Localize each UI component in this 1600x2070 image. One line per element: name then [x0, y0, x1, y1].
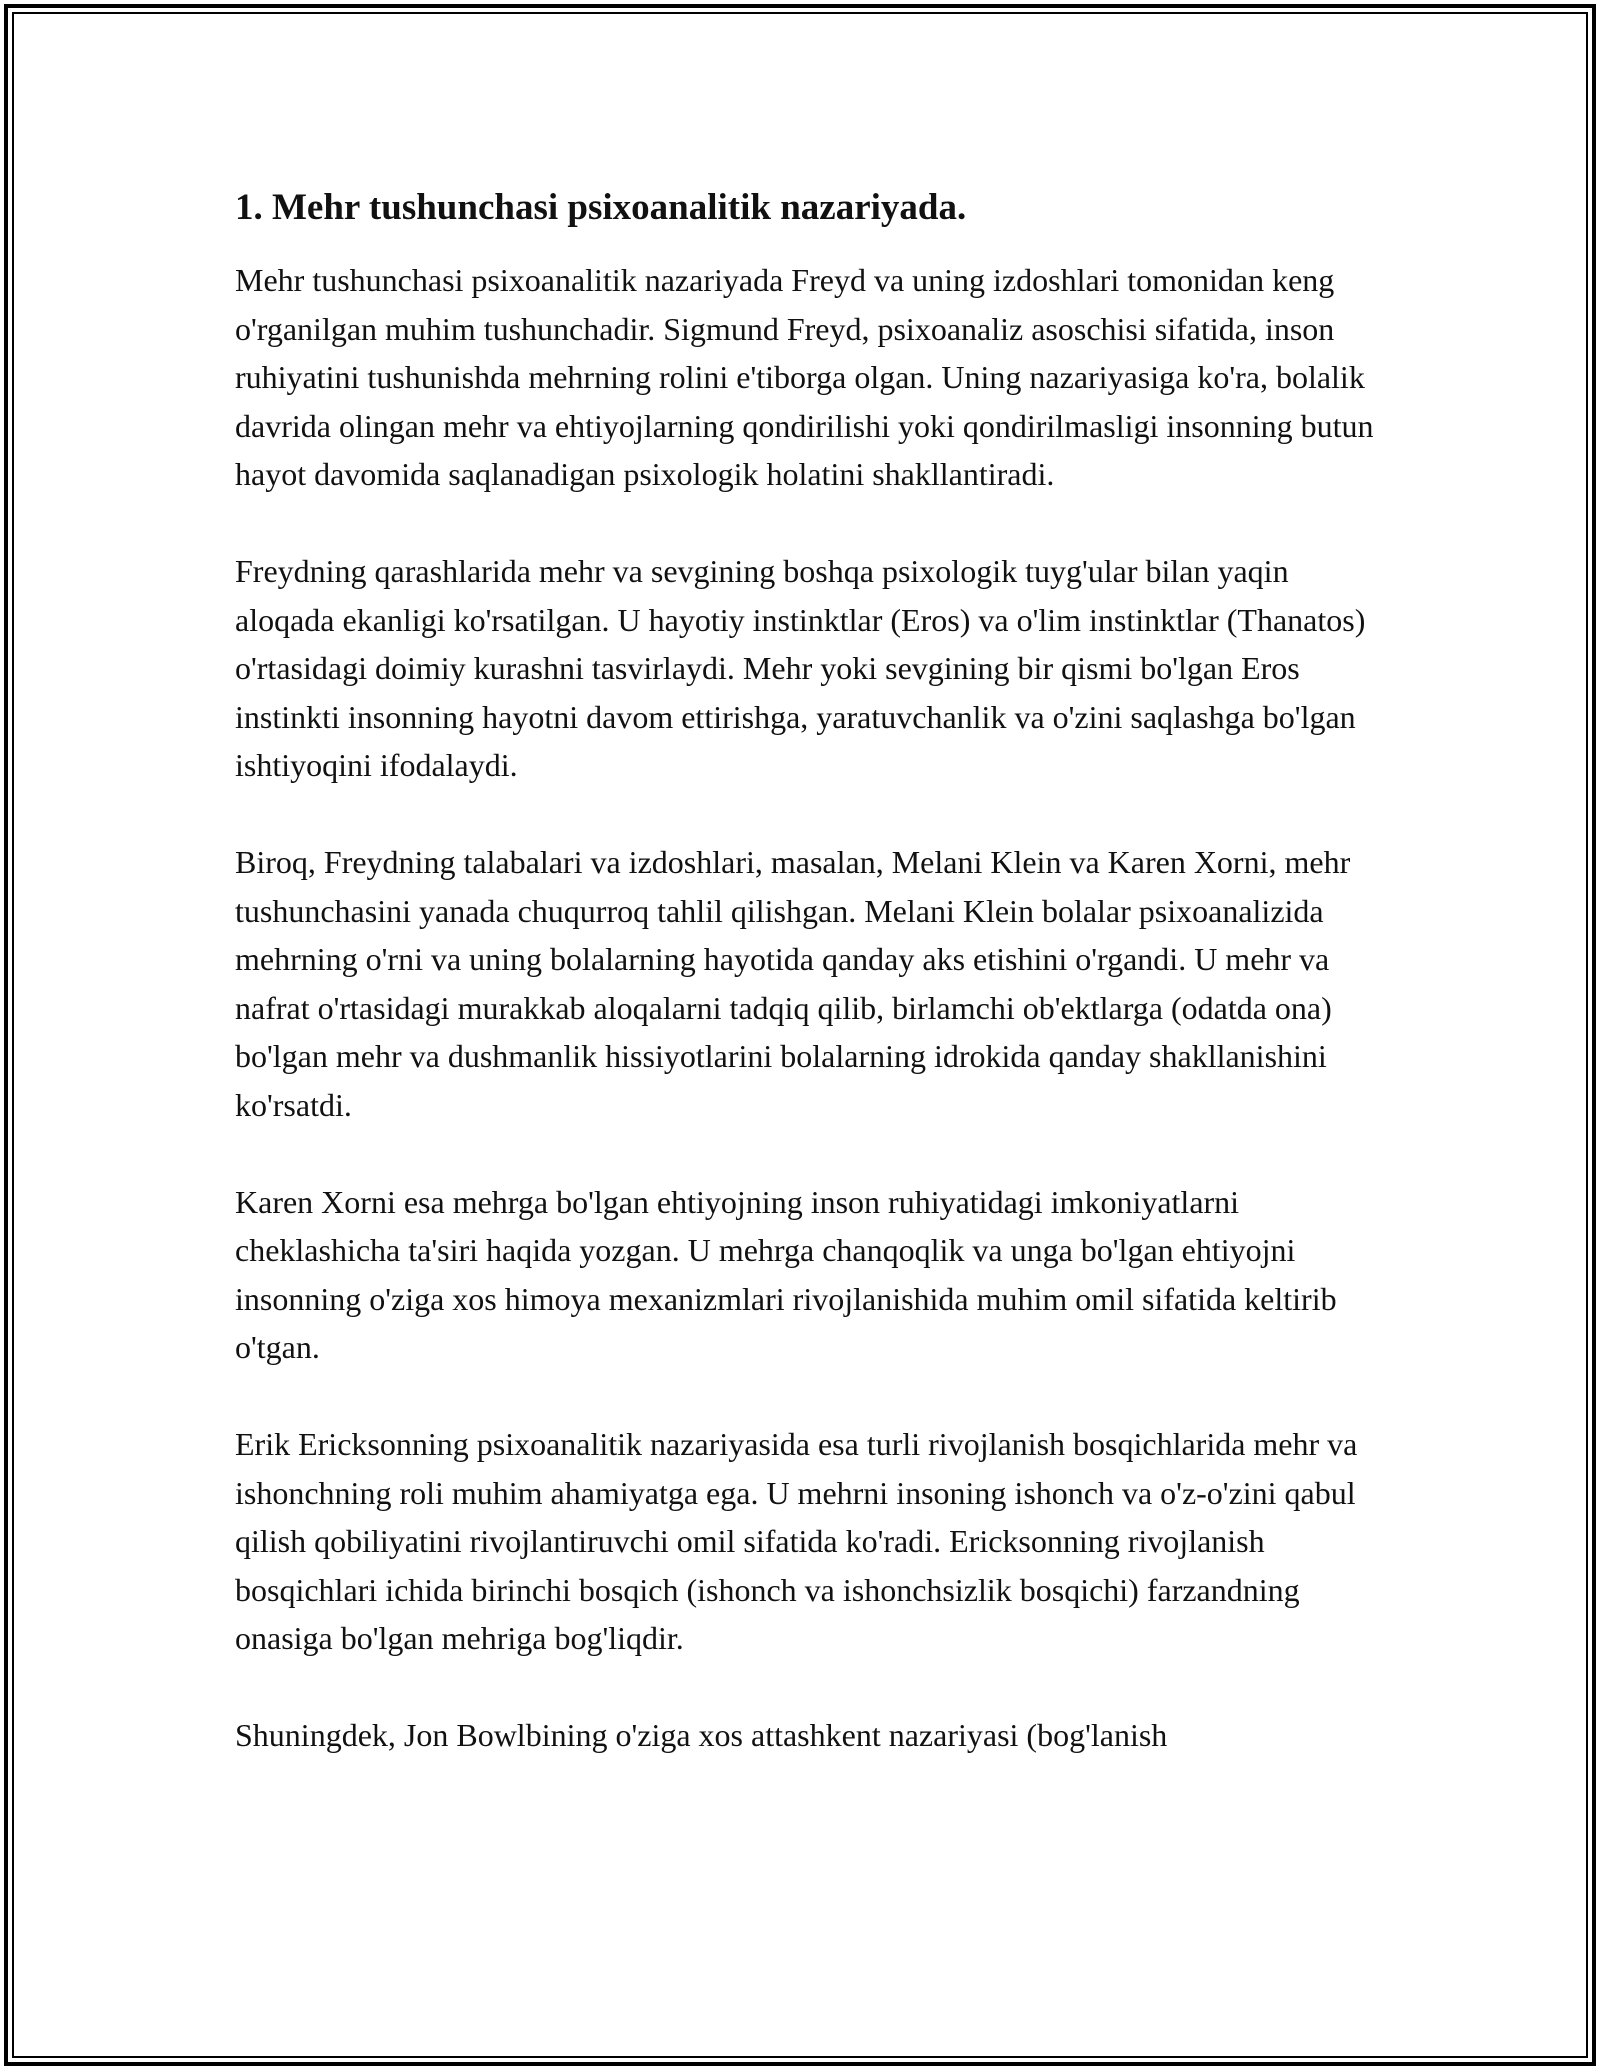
paragraph-6: Shuningdek, Jon Bowlbining o'ziga xos attashkent nazariyasi (bog'lanish	[235, 1717, 1168, 1753]
paragraph-2: Freydning qarashlarida mehr va sevgining boshqa psixologik tuyg'ular bilan yaqin aloqada ekanligi ko'rsatilgan. U hayotiy instinktlar (Eros) va o'lim instinktlar (Thanatos) o'rtasidagi doimiy kurashni tasvirlaydi. Mehr yoki sevgining bir qismi bo'lgan Eros instinkti insonning hayotni davom ettirishga, yaratuvchanlik va o'zini saqlashga bo'lgan ishtiyoqini ifodalaydi.	[235, 553, 1366, 783]
section-heading: 1. Mehr tushunchasi psixoanalitik nazariyada.	[235, 187, 967, 228]
paragraph-5: Erik Ericksonning psixoanalitik nazariyasida esa turli rivojlanish bosqichlarida mehr va ishonchning roli muhim ahamiyatga ega. U mehrni insoning ishonch va o'z-o'zini qabul qilish qobiliyatini rivojlantiruvchi omil sifatida ko'radi. Ericksonning rivojlanish bosqichlari ichida birinchi bosqich (ishonch va ishonchsizlik bosqichi) farzandning onasiga bo'lgan mehriga bog'liqdir.	[235, 1426, 1358, 1656]
paragraph-3: Biroq, Freydning talabalari va izdoshlari, masalan, Melani Klein va Karen Xorni, mehr tushunchasini yanada chuqurroq tahlil qilishgan. Melani Klein bolalar psixoanalizida mehrning o'rni va uning bolalarning hayotida qanday aks etishini o'rgandi. U mehr va nafrat o'rtasidagi murakkab aloqalarni tadqiq qilib, birlamchi ob'ektlarga (odatda ona) bo'lgan mehr va dushmanlik hissiyotlarini bolalarning idrokida qanday shakllanishini ko'rsatdi.	[235, 844, 1351, 1123]
document-body	[235, 184, 1385, 1760]
paragraph-1: Mehr tushunchasi psixoanalitik nazariyada Freyd va uning izdoshlari tomonidan keng o'rganilgan muhim tushunchadir. Sigmund Freyd, psixoanaliz asoschisi sifatida, inson ruhiyatini tushunishda mehrning rolini e'tiborga olgan. Uning nazariyasiga ko'ra, bolalik davrida olingan mehr va ehtiyojlarning qondirilishi yoki qondirilmasligi insonning butun hayot davomida saqlanadigan psixologik holatini shakllantiradi.	[235, 262, 1374, 492]
paragraph-4: Karen Xorni esa mehrga bo'lgan ehtiyojning inson ruhiyatidagi imkoniyatlarni cheklashicha ta'siri haqida yozgan. U mehrga chanqoqlik va unga bo'lgan ehtiyojni insonning o'ziga xos himoya mexanizmlari rivojlanishida muhim omil sifatida keltirib o'tgan.	[235, 1183, 1337, 1365]
